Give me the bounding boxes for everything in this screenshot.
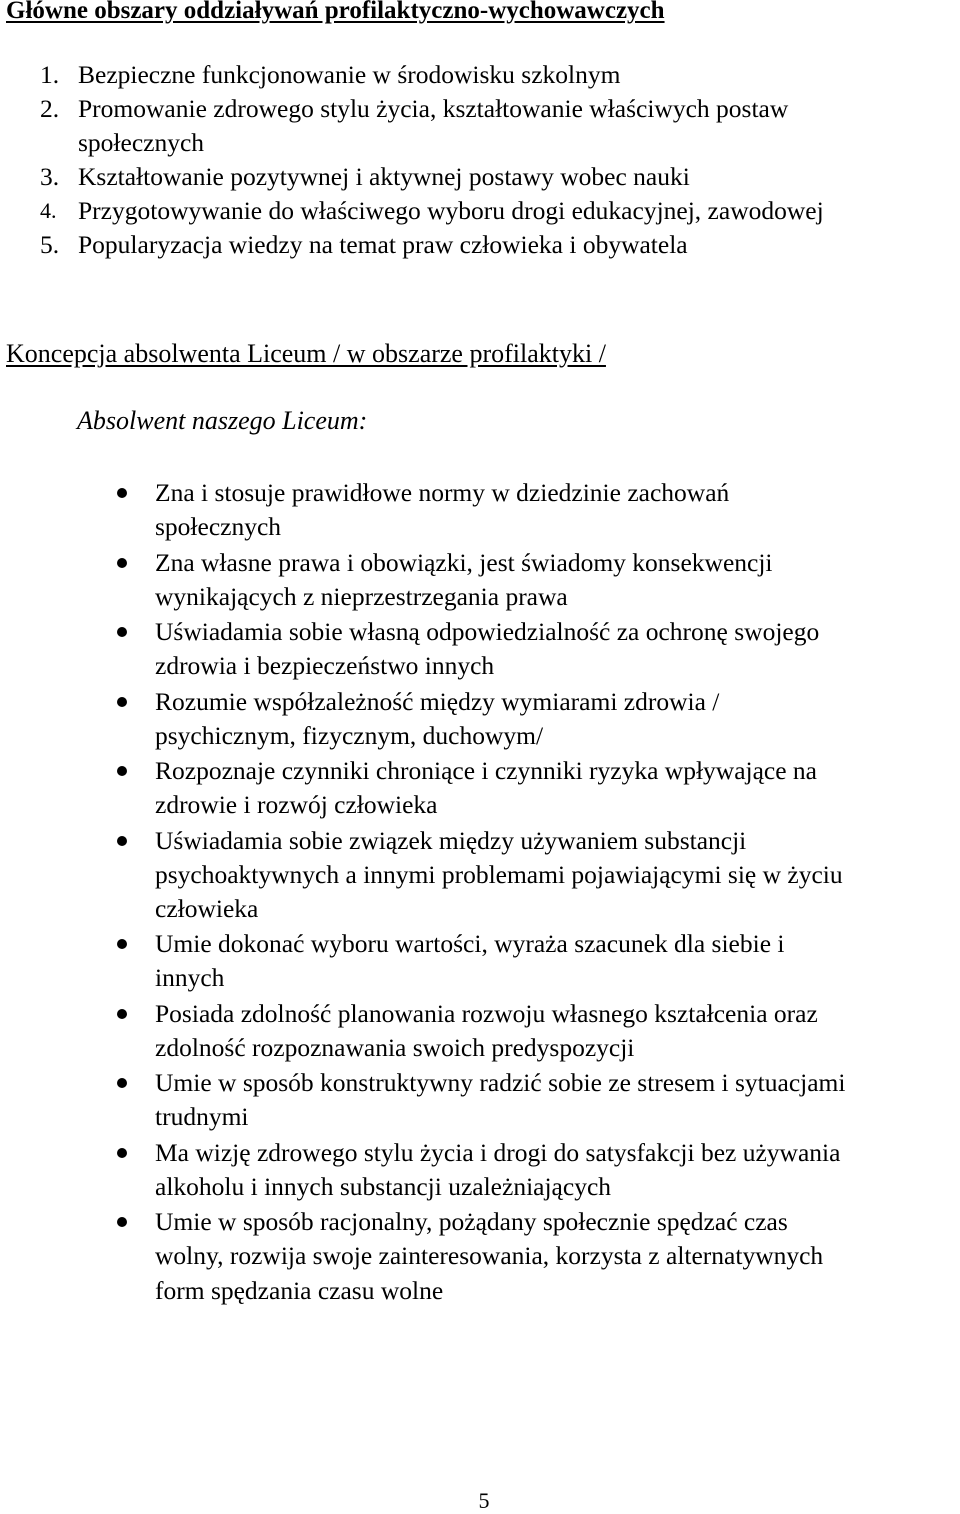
list-item-number: 1. — [40, 60, 60, 89]
bullet-icon — [117, 1217, 127, 1227]
areas-numbered-list — [40, 58, 940, 262]
list-item-text: zdrowia i bezpieczeństwo innych — [155, 651, 495, 681]
list-item-text: Kształtowanie pozytywnej i aktywnej postawy wobec nauki — [78, 162, 690, 191]
bullet-icon — [117, 939, 127, 949]
list-item-text: psychicznym, fizycznym, duchowym/ — [155, 720, 544, 750]
list-item-text: społecznych — [155, 512, 282, 542]
bullet-icon — [117, 836, 127, 846]
list-item-text: zdrowie i rozwój człowieka — [155, 790, 438, 820]
page-number: 5 — [478, 1488, 490, 1513]
list-item-text: człowieka — [155, 893, 259, 923]
list-item-text: Ma wizję zdrowego stylu życia i drogi do satysfakcji bez używania — [155, 1137, 841, 1167]
list-item-text: innych — [155, 963, 225, 993]
list-item — [116, 1205, 960, 1308]
bullet-icon — [117, 766, 127, 776]
list-item — [116, 1066, 960, 1134]
list-item-text: alkoholu i innych substancji uzależniających — [155, 1171, 612, 1201]
section-title-main-areas: Główne obszary oddziaływań profilaktyczno-wychowawczych — [6, 0, 665, 24]
list-item — [116, 685, 960, 753]
list-item-text: psychoaktywnych a innymi problemami pojawiającymi się w życiu — [155, 859, 843, 889]
list-item-text: Uświadamia sobie własną odpowiedzialność za ochronę swojego — [155, 617, 820, 646]
list-item-text: Rozpoznaje czynniki chroniące i czynniki ryzyka wpływające na — [155, 756, 818, 785]
bullet-icon — [117, 558, 127, 568]
list-item — [40, 58, 940, 92]
list-item — [116, 546, 960, 614]
bullet-icon — [117, 627, 127, 637]
list-item-text: Popularyzacja wiedzy na temat praw człowieka i obywatela — [78, 230, 688, 259]
list-item-number: 4. — [40, 198, 57, 223]
list-item-number: 2. — [40, 94, 60, 123]
list-item-text: Przygotowywanie do właściwego wyboru drogi edukacyjnej, zawodowej — [78, 196, 824, 225]
list-item — [40, 92, 940, 160]
list-item-text: wolny, rozwija swoje zainteresowania, korzysta z alternatywnych — [155, 1241, 824, 1271]
section-subtitle: Absolwent naszego Liceum: — [77, 406, 368, 435]
list-item-text: Umie w sposób racjonalny, pożądany społecznie spędzać czas — [155, 1207, 788, 1237]
list-item — [116, 927, 960, 995]
list-item-text: form spędzania czasu wolne — [155, 1275, 444, 1305]
list-item-text: Umie dokonać wyboru wartości, wyraża szacunek dla siebie i — [155, 929, 785, 959]
bullet-icon — [117, 488, 127, 498]
bullet-icon — [117, 1148, 127, 1158]
list-item-text: Umie w sposób konstruktywny radzić sobie ze stresem i sytuacjami — [155, 1068, 846, 1098]
list-item-number: 3. — [40, 162, 60, 191]
bullet-icon — [117, 1078, 127, 1088]
list-item — [40, 228, 940, 262]
bullet-icon — [117, 697, 127, 707]
list-item — [116, 997, 960, 1065]
list-item-text: Zna własne prawa i obowiązki, jest świadomy konsekwencji — [155, 547, 773, 577]
list-item-text: trudnymi — [155, 1102, 249, 1132]
list-item — [40, 160, 940, 194]
list-item-text: zdolność rozpoznawania swoich predyspozycji — [155, 1032, 635, 1062]
list-item-text: wynikających z nieprzestrzegania prawa — [155, 581, 568, 611]
list-item-number: 5. — [40, 230, 60, 259]
list-item — [116, 476, 960, 544]
list-item-text: społecznych — [78, 128, 205, 157]
list-item — [116, 615, 960, 683]
list-item — [40, 194, 940, 228]
list-item-text: Rozumie współzależność między wymiarami zdrowia / — [155, 686, 720, 716]
list-item-text: Uświadamia sobie związek między używaniem substancji — [155, 825, 747, 855]
list-item-text: Promowanie zdrowego stylu życia, kształtowanie właściwych postaw — [78, 94, 789, 123]
list-item — [116, 754, 960, 822]
list-item — [116, 824, 960, 927]
list-item-text: Posiada zdolność planowania rozwoju własnego kształcenia oraz — [155, 998, 818, 1028]
graduate-traits-list — [116, 476, 960, 1309]
section-title-graduate-concept: Koncepcja absolwenta Liceum / w obszarze profilaktyki / — [6, 339, 606, 368]
bullet-icon — [117, 1009, 127, 1019]
list-item-text: Zna i stosuje prawidłowe normy w dziedzinie zachowań — [155, 478, 730, 507]
list-item-text: Bezpieczne funkcjonowanie w środowisku szkolnym — [78, 60, 621, 89]
list-item — [116, 1136, 960, 1204]
